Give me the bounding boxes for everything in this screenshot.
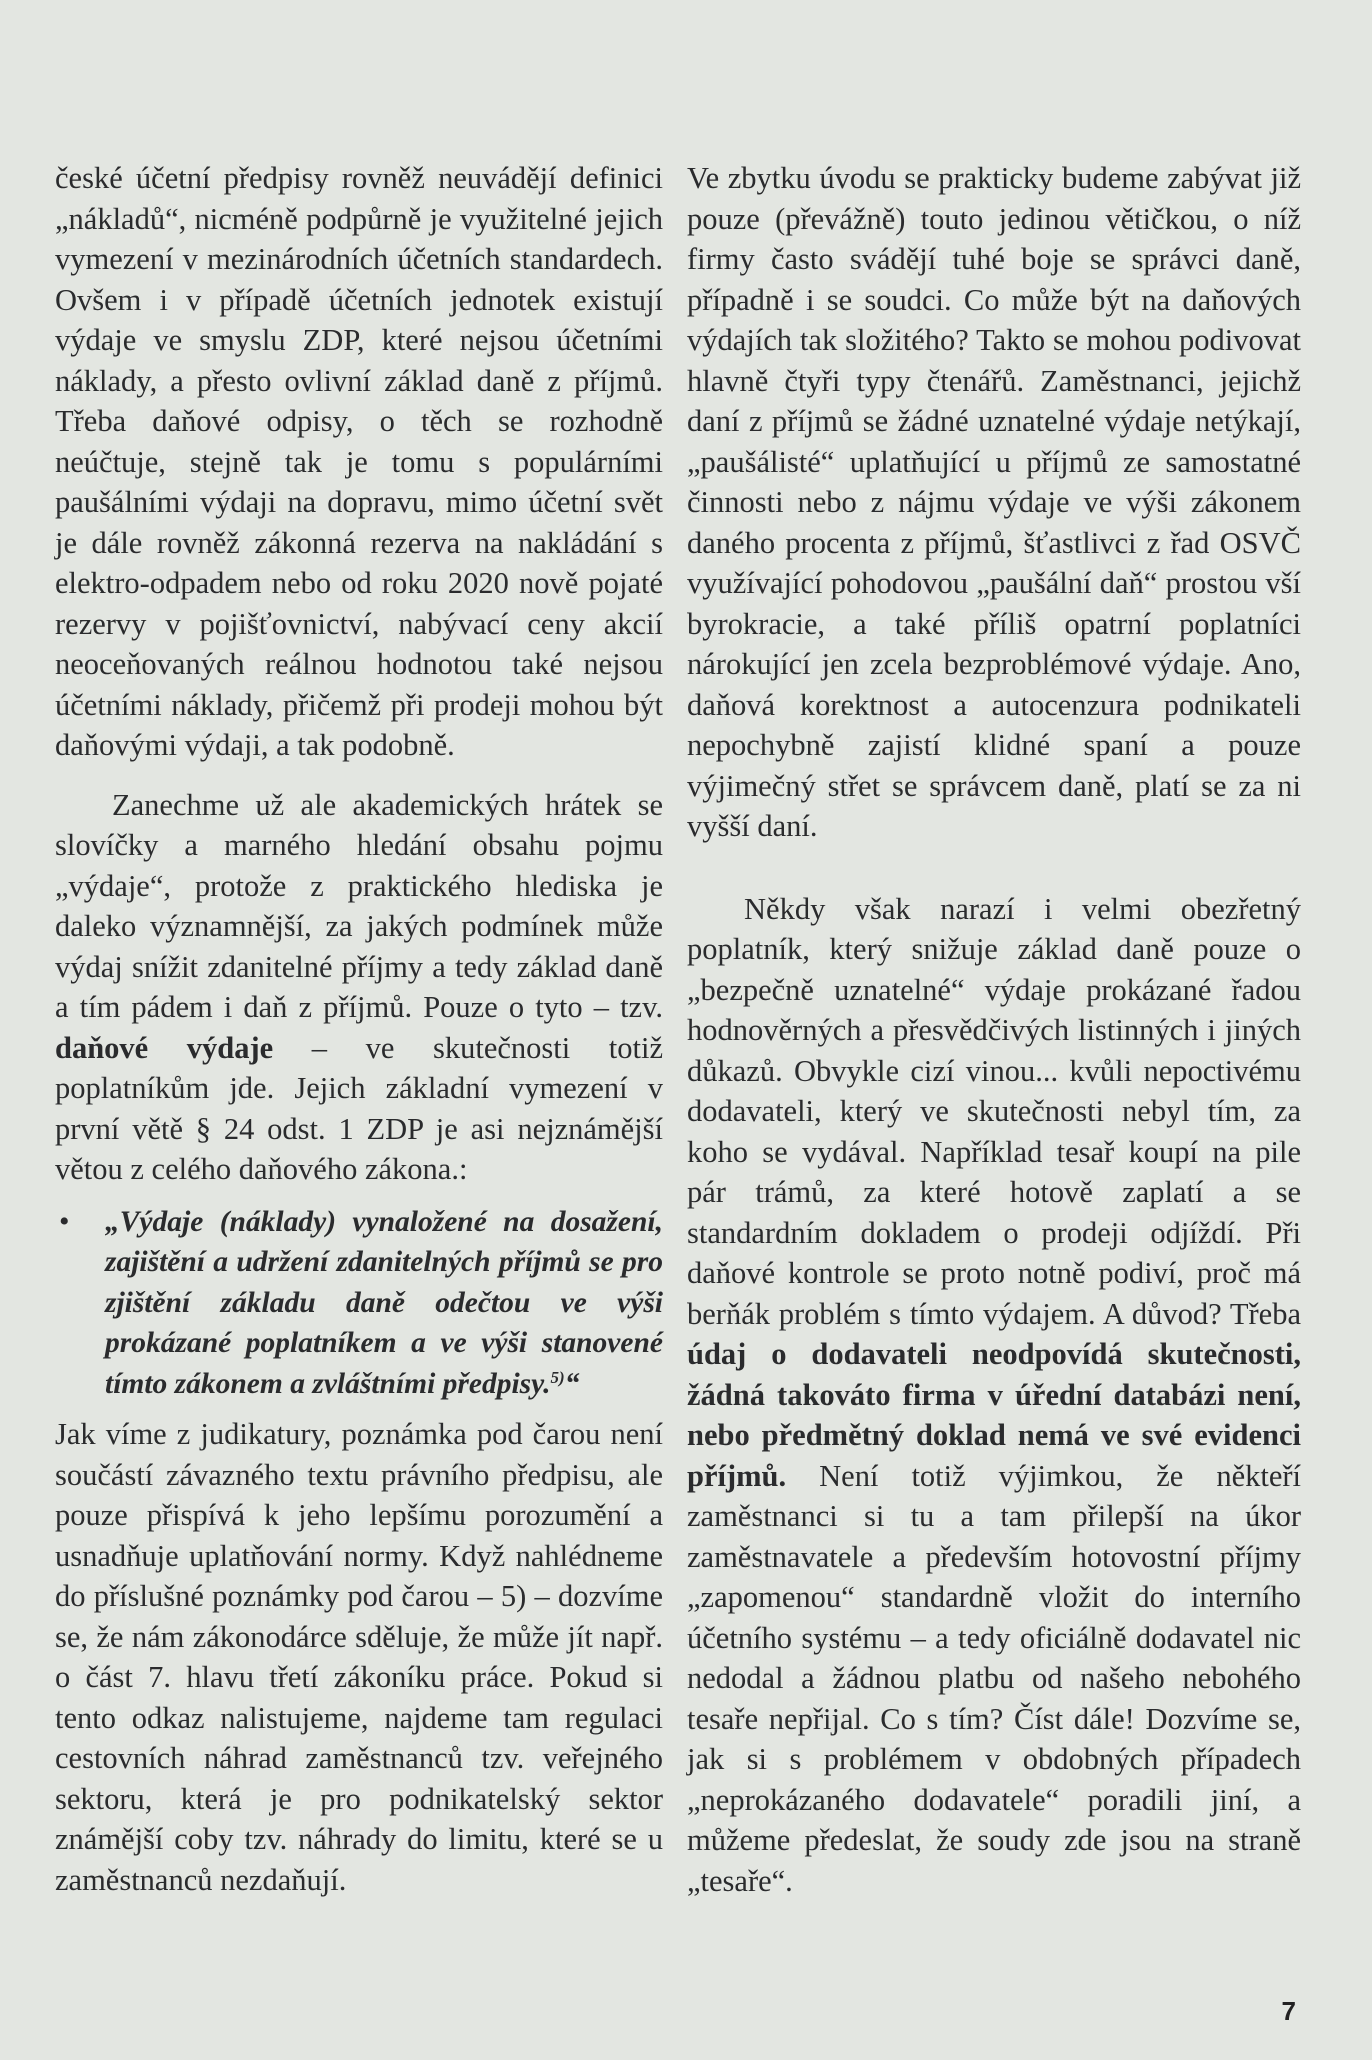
left-p2-text-after: – ve skutečnosti totiž poplatníkům jde. Jejich základní vymezení v první větě § 24 odst. 1 ZDP je asi nejznámější větou z celého daňového zákona.: bbox=[55, 1030, 663, 1186]
term-danove-vydaje: daňové výdaje bbox=[55, 1030, 274, 1065]
right-paragraph-2 bbox=[687, 889, 1301, 1902]
left-p2-text-before: Zanechme už ale akademických hrátek se slovíčky a marného hledání obsahu pojmu „výdaje“, protože z praktického hlediska je daleko významnější, za jakých podmínek může výdaj snížit zdanitelné příjmy a tedy základ daně a tím pádem i daň z příjmů. Pouze o tyto – tzv. bbox=[55, 787, 663, 1024]
right-column bbox=[687, 158, 1301, 1901]
right-paragraph-1: Ve zbytku úvodu se prakticky budeme zabývat již pouze (převážně) touto jedinou větičkou, o níž firmy často svádějí tuhé boje se správci daně, případně i se soudci. Co může být na daňových výdajích tak složitého? Takto se mohou podivovat hlavně čtyři typy čtenářů. Zaměstnanci, jejichž daní z příjmů se žádné uznatelné výdaje netýkají, „paušálisté“ uplatňující u příjmů ze samostatné činnosti nebo z nájmu výdaje ve výši zákonem daného procenta z příjmů, šťastlivci z řad OSVČ využívající pohodovou „paušální daň“ prostou vší byrokracie, a také příliš opatrní poplatníci nárokující jen zcela bezproblémové výdaje. Ano, daňová korektnost a autocenzura podnikateli nepochybně zajistí klidné spaní a pouze výjimečný střet se správcem daně, platí se za ni vyšší daní. bbox=[687, 161, 1301, 843]
law-quote-text: „Výdaje (náklady) vynaložené na dosažení, zajištění a udržení zdanitelných příjmů se pro zjištění základu daně odečtou ve výši prokázané poplatníkem a ve výši stanovené tímto zákonem a zvláštními předpisy. bbox=[105, 1205, 663, 1400]
law-quote bbox=[105, 1202, 663, 1405]
right-p2-text-before: Někdy však narazí i velmi obezřetný poplatník, který snižuje základ daně pouze o „bezpečně uznatelné“ výdaje prokázané řadou hodnověrných a přesvědčivých listinných i jiných důkazů. Obvykle cizí vinou... kvůli nepoctivému dodavateli, který ve skutečnosti nebyl tím, za koho se vydával. Například tesař koupí na pile pár trámů, za které hotově zaplatí a se standardním dokladem o prodeji odjíždí. Při daňové kontrole se proto notně podiví, proč má berňák problém s tímto výdajem. A důvod? Třeba bbox=[687, 891, 1301, 1331]
law-quote-bullet bbox=[55, 1202, 663, 1405]
left-paragraph-1: české účetní předpisy rovněž neuvádějí definici „nákladů“, nicméně podpůrně je využitelné jejich vymezení v mezinárodních účetních standardech. Ovšem i v případě účetních jednotek existují výdaje ve smyslu ZDP, které nejsou účetními náklady, a přesto ovlivní základ daně z příjmů. Třeba daňové odpisy, o těch se rozhodně neúčtuje, stejně tak je tomu s populárními paušálními výdaji na dopravu, mimo účetní svět je dále rovněž zákonná rezerva na nakládání s elektro-odpadem nebo od roku 2020 nově pojaté rezervy v pojišťovnictví, nabývací ceny akcií neoceňovaných reálnou hodnotou také nejsou účetními náklady, přičemž při prodeji mohou být daňovými výdaji, a tak podobně. bbox=[55, 161, 663, 762]
right-p2-bold-emphasis: údaj o dodavateli neodpovídá skutečnosti, žádná takováto firma v úřední databázi není, nebo předmětný doklad nemá ve své evidenci příjmů. bbox=[687, 1337, 1301, 1493]
page-number: 7 bbox=[1281, 1996, 1296, 2026]
footnote-ref: 5) bbox=[550, 1367, 565, 1387]
bullet-icon: • bbox=[59, 1204, 70, 1238]
left-paragraph-2 bbox=[55, 785, 663, 1190]
right-p2-text-after: Není totiž výjimkou, že někteří zaměstnanci si tu a tam přilepší na úkor zaměstnavatele a především hotovostní příjmy „zapomenou“ standardně vložit do interního účetního systému – a tedy oficiálně dodavatel nic nedodal a žádnou platbu od našeho nebohého tesaře nepřijal. Co s tím? Číst dále! Dozvíme se, jak si s problémem v obdobných případech „neprokázaného dodavatele“ poradili jiní, a můžeme předeslat, že soudy zde jsou na straně „tesaře“. bbox=[687, 1458, 1301, 1898]
law-quote-end: “ bbox=[564, 1367, 580, 1400]
left-paragraph-3: Jak víme z judikatury, poznámka pod čarou není součástí závazného textu právního předpisu, ale pouze přispívá k jeho lepšímu porozumění a usnadňuje uplatňování normy. Když nahlédneme do příslušné poznámky pod čarou – 5) – dozvíme se, že nám zákonodárce sděluje, že může jít např. o část 7. hlavu třetí zákoníku práce. Pokud si tento odkaz nalistujeme, najdeme tam regulaci cestovních náhrad zaměstnanců tzv. veřejného sektoru, která je pro podnikatelský sektor známější coby tzv. náhrady do limitu, které se u zaměstnanců nezdaňují. bbox=[55, 1417, 663, 1897]
left-column bbox=[55, 158, 663, 1900]
